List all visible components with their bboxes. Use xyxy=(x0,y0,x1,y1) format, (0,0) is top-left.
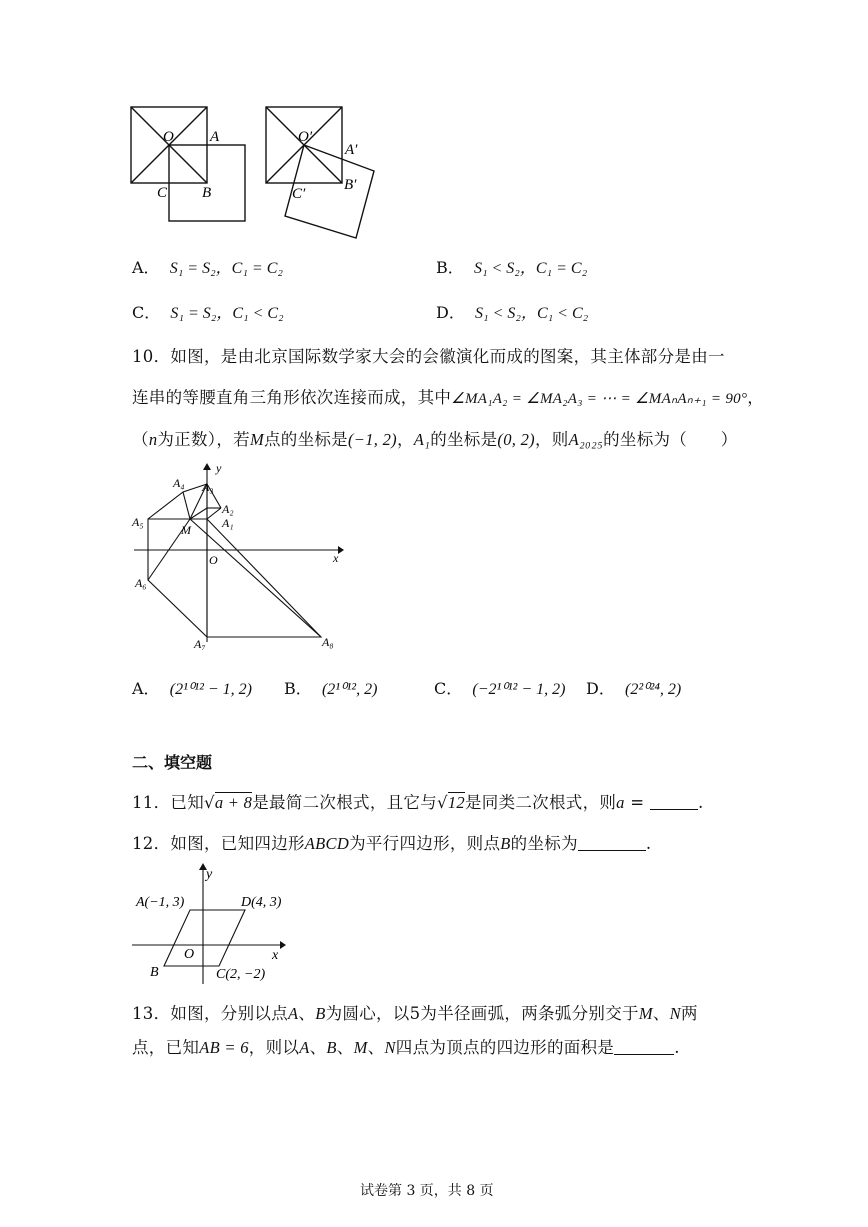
q10-option-d[interactable]: D． (2²⁰²⁴, 2) xyxy=(586,679,682,698)
label-y: y xyxy=(206,867,213,882)
page-footer: 试卷第 3 页，共 8 页 xyxy=(360,1183,494,1199)
answer-blank[interactable] xyxy=(650,795,698,810)
label-A5: A₅ xyxy=(132,515,144,529)
q9-option-a[interactable]: A． S₁ = S₂，C₁ = C₂ xyxy=(132,258,283,277)
q11-line: 11．已知√a + 8是最简二次根式，且它与√12是同类二次根式，则a = . xyxy=(132,793,704,812)
q12-figure xyxy=(128,858,308,986)
sqrt-symbol: √ xyxy=(437,793,448,812)
label-x: x xyxy=(333,551,339,565)
q10-figure xyxy=(128,460,358,650)
label-O-prime: O′ xyxy=(298,129,313,145)
label-A6: A₆ xyxy=(135,576,147,590)
q9-figure xyxy=(128,102,390,244)
q10-line1: 10．如图，是由北京国际数学家大会的会徽演化而成的图案，其主体部分是由一 xyxy=(132,347,725,366)
q12-line: 12．如图，已知四边形ABCD为平行四边形，则点B的坐标为 . xyxy=(132,834,652,853)
q10-option-a[interactable]: A． (2¹⁰¹² − 1, 2) xyxy=(132,679,252,698)
label-A2: A₂ xyxy=(222,502,234,516)
q10-line2: 连串的等腰直角三角形依次连接而成，其中∠MA₁A₂ = ∠MA₂A₃ = ⋯ = ∠MAₙAₙ₊₁ = 90°， xyxy=(132,388,765,407)
label-origin: O xyxy=(184,947,195,962)
label-y: y xyxy=(216,461,222,475)
label-A3: A₃ xyxy=(202,480,214,494)
q9-option-b[interactable]: B． S₁ < S₂，C₁ = C₂ xyxy=(436,258,588,277)
q13-line1: 13．如图，分别以点A、B为圆心，以5为半径画弧，两条弧分别交于M、N两 xyxy=(132,1004,698,1023)
q13-line2: 点，已知AB = 6，则以A、B、M、N四点为顶点的四边形的面积是 . xyxy=(132,1038,680,1057)
q9-option-c[interactable]: C． S₁ = S₂，C₁ < C₂ xyxy=(132,303,284,322)
label-C: C(2, −2) xyxy=(216,967,266,982)
answer-blank[interactable] xyxy=(578,836,646,851)
label-origin: O xyxy=(209,553,218,567)
label-x: x xyxy=(272,948,279,963)
section-heading: 二、填空题 xyxy=(132,753,213,772)
label-C: C xyxy=(157,185,168,201)
label-A8: A₈ xyxy=(322,635,334,649)
label-B: B xyxy=(150,965,159,980)
label-A1: A₁ xyxy=(222,516,234,530)
label-A-prime: A′ xyxy=(345,142,358,158)
q10-option-c[interactable]: C． (−2¹⁰¹² − 1, 2) xyxy=(434,679,566,698)
sqrt-symbol: √ xyxy=(204,793,215,812)
q10-option-b[interactable]: B． (2¹⁰¹², 2) xyxy=(284,679,378,698)
answer-blank[interactable] xyxy=(614,1040,674,1055)
label-A: A xyxy=(210,129,220,145)
label-D: D(4, 3) xyxy=(241,895,282,910)
label-A4: A₄ xyxy=(173,476,185,490)
label-C-prime: C′ xyxy=(292,186,306,202)
q10-line3: （n为正数），若M点的坐标是(−1, 2)，A₁的坐标是(0, 2)，则A₂₀₂₅的坐标为（ ） xyxy=(132,430,738,449)
label-B-prime: B′ xyxy=(344,177,357,193)
label-A7: A₇ xyxy=(194,637,206,650)
label-M: M xyxy=(181,523,191,537)
q9-option-d[interactable]: D． S₁ < S₂，C₁ < C₂ xyxy=(436,303,589,322)
label-O: O xyxy=(163,129,174,145)
label-A: A(−1, 3) xyxy=(136,895,185,910)
label-B: B xyxy=(202,185,212,201)
